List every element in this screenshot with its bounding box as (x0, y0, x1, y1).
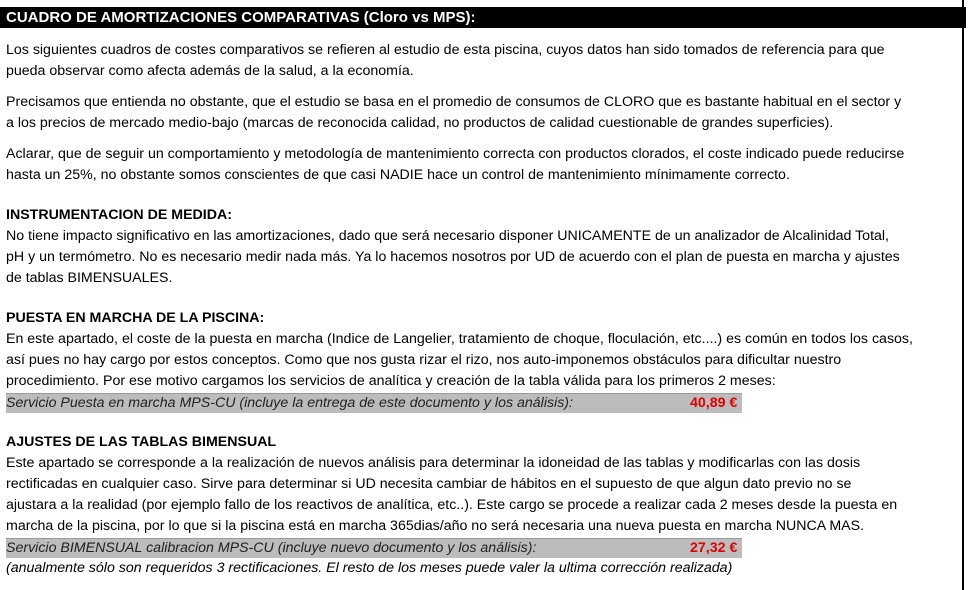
text-line: así pues no hay cargo por estos conceptos. Como que nos gusta rizar el rizo, nos auto-imponemos obstáculos para dificultar nuestro (6, 352, 842, 368)
text-line: No tiene impacto significativo en las amortizaciones, dado que será necesario disponer UNICAMENTE de un analizador de Alcalinidad Total, (6, 228, 889, 244)
service-label: Servicio BIMENSUAL calibracion MPS-CU (incluye nuevo documento y los análisis): (6, 540, 537, 556)
text-line: ajustara a la realidad (por ejemplo fallo de los reactivos de analítica, etc..). Este cargo se procede a realizar cada 2 meses desde la puesta en (6, 497, 898, 513)
footnote: (anualmente sólo son requeridos 3 rectificaciones. El resto de los meses puede valer la ultima corrección realizada) (6, 560, 733, 576)
text-line: a los precios de mercado medio-bajo (marcas de reconocida calidad, no productos de calidad cuestionable de grandes superficies). (6, 115, 834, 131)
intro-paragraph-1 (6, 40, 956, 82)
text-line: de tablas BIMENSUALES. (6, 270, 173, 286)
service-row-bimensual (6, 538, 742, 558)
service-price: 27,32 € (690, 540, 738, 556)
text-line: Aclarar, que de seguir un comportamiento y metodología de mantenimiento correcta con productos clorados, el coste indicado puede reducirse (6, 146, 905, 162)
section-ajustes (6, 432, 956, 579)
service-price: 40,89 € (690, 395, 738, 411)
service-label: Servicio Puesta en marcha MPS-CU (incluye la entrega de este documento y los análisis): (6, 395, 573, 411)
section-heading: PUESTA EN MARCHA DE LA PISCINA: (6, 310, 265, 326)
intro-paragraph-3 (6, 144, 956, 186)
text-line: Este apartado se corresponde a la realización de nuevos análisis para determinar la idoneidad de las tablas y modificarlas con las dosis (6, 455, 861, 471)
text-line: Los siguientes cuadros de costes comparativos se refieren al estudio de esta piscina, cuyos datos han sido tomados de referencia para que (6, 42, 885, 58)
section-heading: INSTRUMENTACION DE MEDIDA: (6, 207, 232, 223)
intro-paragraph-2 (6, 92, 956, 134)
text-line: En este apartado, el coste de la puesta en marcha (Indice de Langelier, tratamiento de choque, floculación, etc....) es común en todos los casos, (6, 331, 913, 347)
service-row-puesta (6, 393, 742, 413)
text-line: pueda observar como afecta además de la salud, a la economía. (6, 63, 414, 79)
text-line: hasta un 25%, no obstante somos conscientes de que casi NADIE hace un control de mantenimiento mínimamente correcto. (6, 167, 790, 183)
text-line: pH y un termómetro. No es necesario medir nada más. Ya lo hacemos nosotros por UD de acuerdo con el plan de puesta en marcha y ajustes (6, 249, 900, 265)
text-line: marcha de la piscina, por lo que si la piscina está en marcha 365dias/año no será necesaria una nueva puesta en marcha NUNCA MAS. (6, 518, 865, 534)
document-body (6, 40, 956, 579)
text-line: rectificadas en cualquier caso. Sirve para determinar si UD necesita cambiar de hábitos en el supuesto de que algun dato previo no se (6, 476, 852, 492)
section-puesta-en-marcha (6, 308, 956, 413)
text-line: Precisamos que entienda no obstante, que el estudio se basa en el promedio de consumos de CLORO que es bastante habitual en el sector y (6, 94, 902, 110)
section-instrumentacion (6, 205, 956, 289)
section-title: CUADRO DE AMORTIZACIONES COMPARATIVAS (Cloro vs MPS): (0, 7, 966, 28)
section-heading: AJUSTES DE LAS TABLAS BIMENSUAL (6, 434, 277, 450)
text-line: procedimiento. Por ese motivo cargamos los servicios de analítica y creación de la tabla válida para los primeros 2 meses: (6, 373, 776, 389)
